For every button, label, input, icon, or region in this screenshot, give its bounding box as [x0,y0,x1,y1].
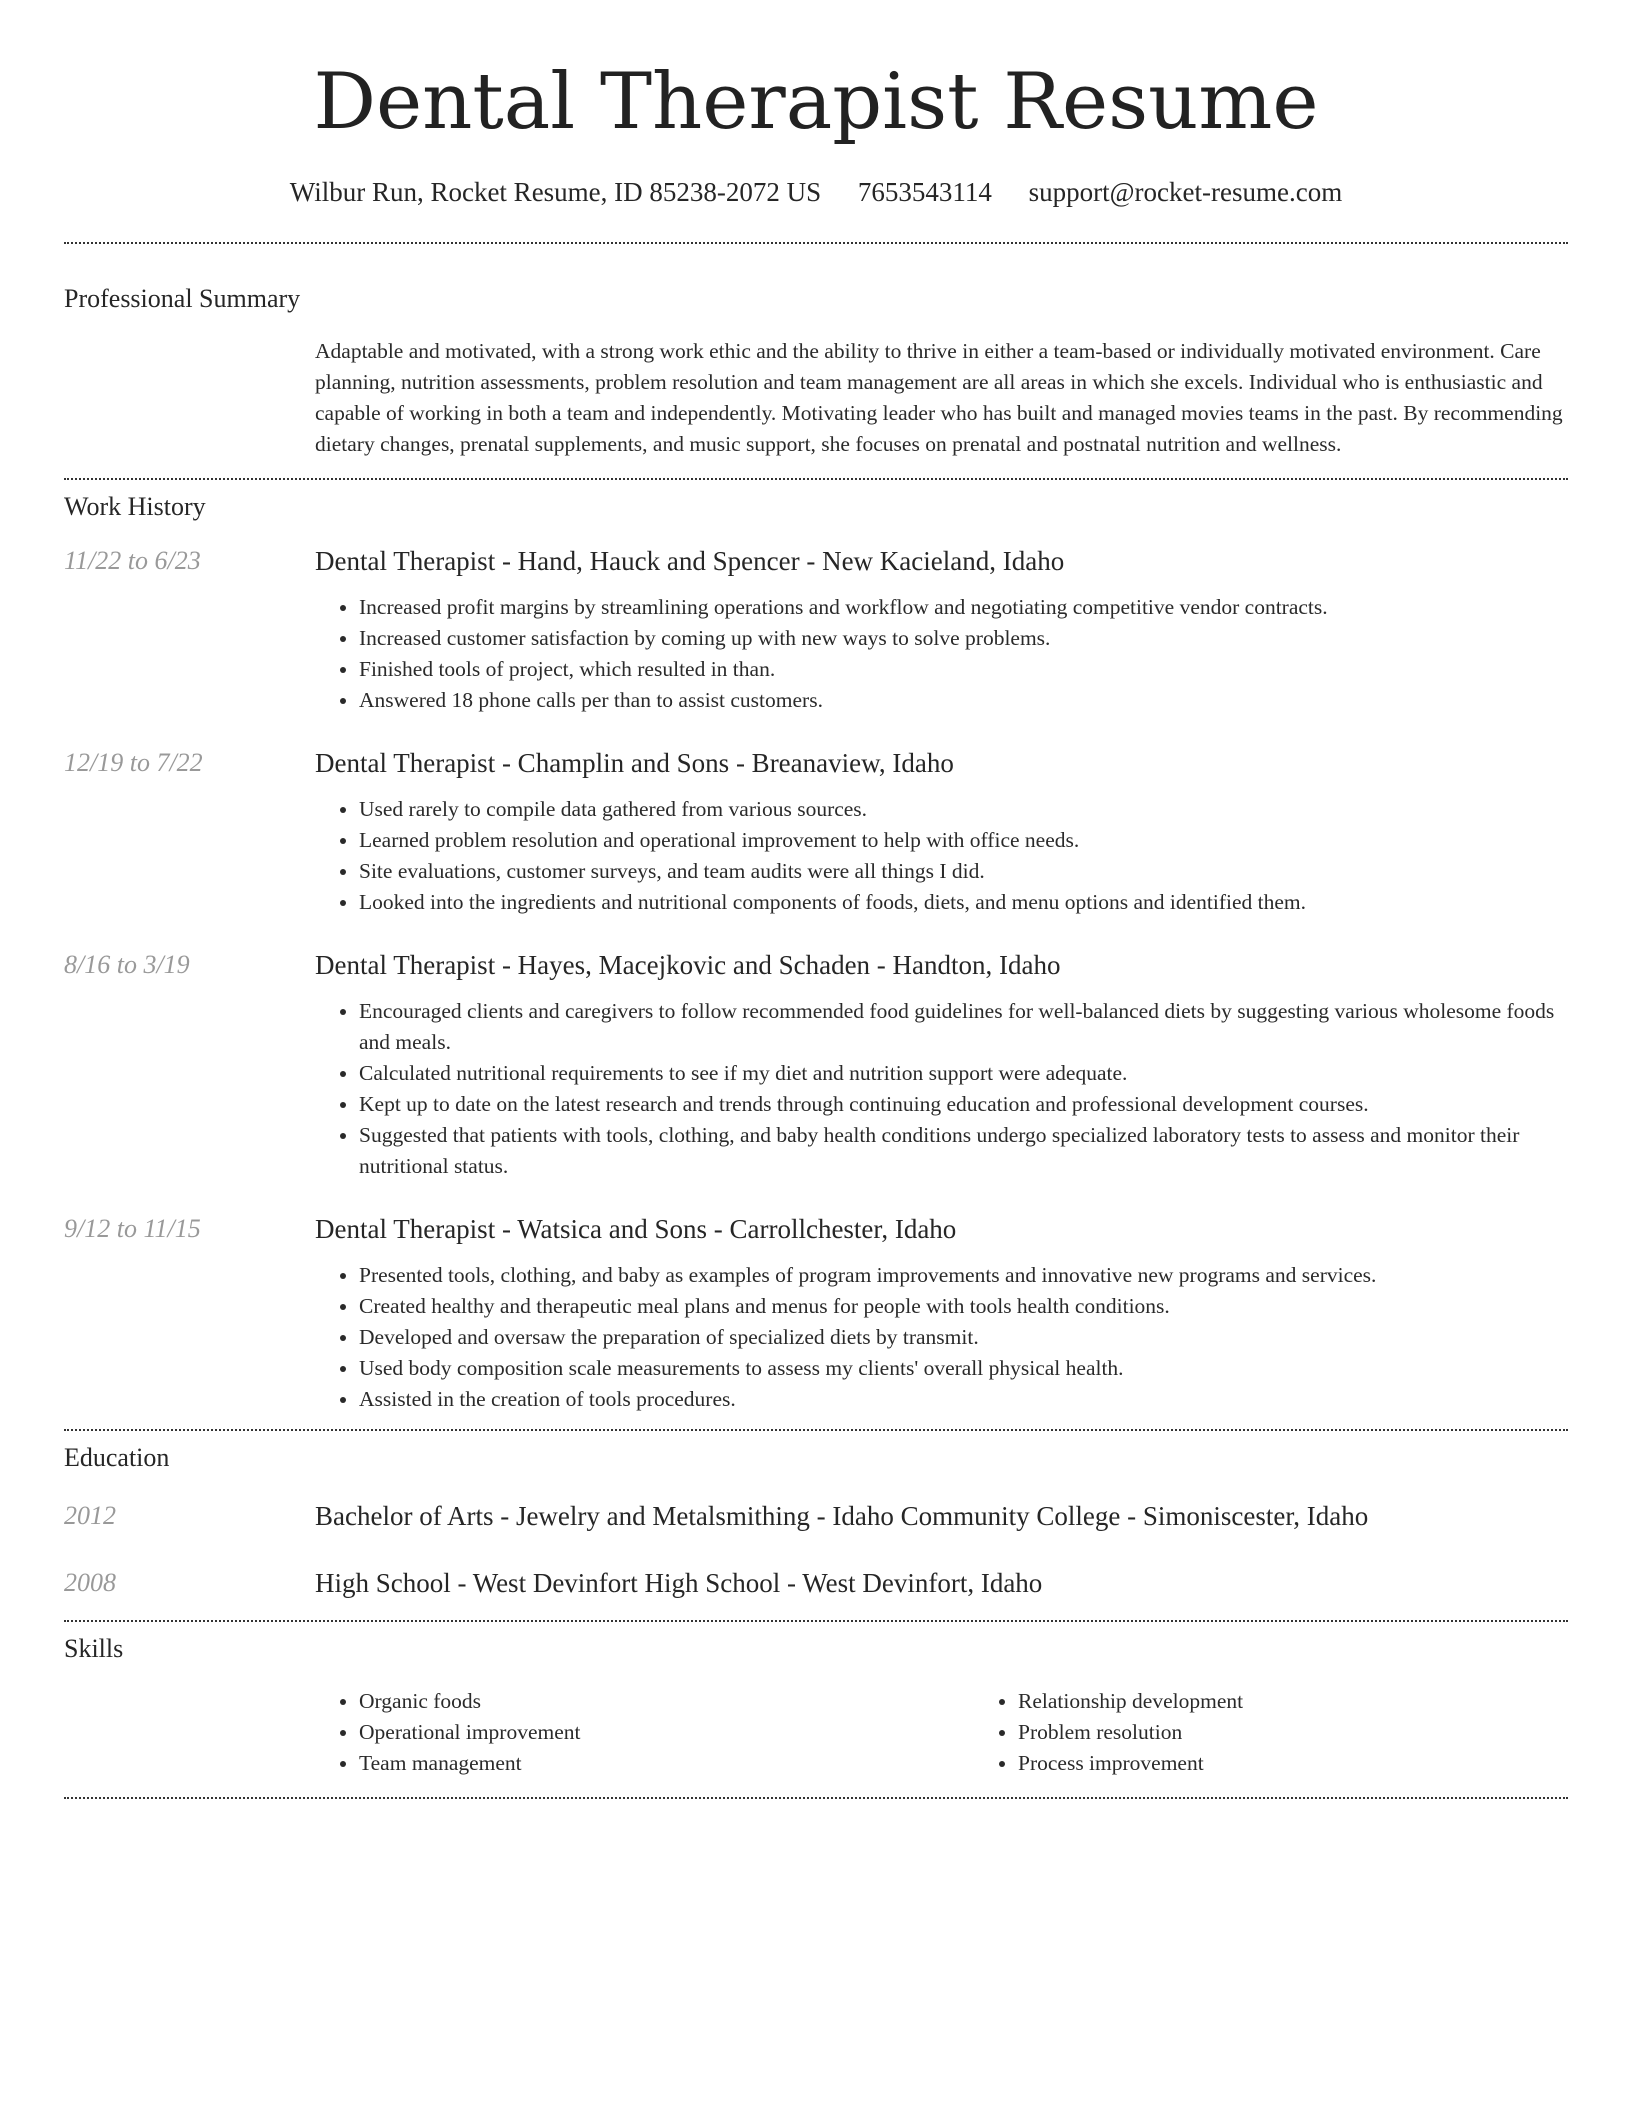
skill-item: • Relationship development [1018,1686,1632,1717]
job-bullet: • Site evaluations, customer surveys, and team audits were all things I did. [359,856,1568,887]
job-details [315,544,1568,716]
job-entry [64,1212,1568,1415]
skills-list-right [974,1686,1632,1779]
job-bullet: • Encouraged clients and caregivers to follow recommended food guidelines for well-balanced diets by suggesting various wholesome foods and meals. [359,996,1568,1058]
job-dates: 12/19 to 7/22 [64,748,203,777]
contact-address: Wilbur Run, Rocket Resume, ID 85238-2072 US [289,177,822,207]
skills-list-left [315,1686,974,1779]
education-year: 2008 [64,1568,116,1597]
contact-email: support@rocket-resume.com [1028,177,1343,207]
contact-phone: 7653543114 [857,177,992,207]
job-title: Dental Therapist - Watsica and Sons - Carrollchester, Idaho [315,1214,957,1244]
skill-item: • Operational improvement [359,1717,974,1748]
job-bullets [315,794,1568,918]
summary-heading: Professional Summary [64,284,301,313]
job-entry [64,746,1568,918]
job-details [315,948,1568,1182]
job-bullet: • Used rarely to compile data gathered from various sources. [359,794,1568,825]
divider [64,1429,1568,1431]
education-entry [64,1566,1568,1600]
work-heading: Work History [64,492,206,521]
skills-row [64,1686,1568,1779]
job-bullets [315,1260,1568,1415]
job-bullet: • Kept up to date on the latest research and trends through continuing education and professional development courses. [359,1089,1568,1120]
divider [64,1797,1568,1799]
skill-item: • Process improvement [1018,1748,1632,1779]
job-title: Dental Therapist - Hayes, Macejkovic and Schaden - Handton, Idaho [315,950,1061,980]
job-bullet: • Increased customer satisfaction by coming up with new ways to solve problems. [359,623,1568,654]
job-bullet: • Learned problem resolution and operational improvement to help with office needs. [359,825,1568,856]
contact-line [64,176,1568,208]
job-entry [64,948,1568,1182]
job-details [315,746,1568,918]
job-bullet: • Created healthy and therapeutic meal plans and menus for people with tools health conditions. [359,1291,1568,1322]
skills-columns [315,1686,1632,1779]
divider [64,242,1568,244]
job-bullet: • Presented tools, clothing, and baby as examples of program improvements and innovative new programs and services. [359,1260,1568,1291]
job-title: Dental Therapist - Champlin and Sons - Breanaview, Idaho [315,748,954,778]
education-year: 2012 [64,1501,116,1530]
education-entry [64,1499,1568,1533]
job-bullets [315,996,1568,1182]
skill-item: • Problem resolution [1018,1717,1632,1748]
job-bullet: • Suggested that patients with tools, clothing, and baby health conditions undergo specialized laboratory tests to assess and monitor their nutritional status. [359,1120,1568,1182]
skill-item: • Team management [359,1748,974,1779]
summary-spacer [64,336,315,460]
resume-title: Dental Therapist Resume [313,57,1319,147]
job-entry [64,544,1568,716]
job-dates: 9/12 to 11/15 [64,1214,201,1243]
job-bullet: • Looked into the ingredients and nutritional components of foods, diets, and menu options and identified them. [359,887,1568,918]
education-title: High School - West Devinfort High School - West Devinfort, Idaho [315,1568,1043,1598]
divider [64,478,1568,480]
job-bullet: • Calculated nutritional requirements to see if my diet and nutrition support were adequate. [359,1058,1568,1089]
skills-heading: Skills [64,1634,124,1663]
skill-item: • Organic foods [359,1686,974,1717]
job-bullet: • Increased profit margins by streamlining operations and workflow and negotiating competitive vendor contracts. [359,592,1568,623]
divider [64,1620,1568,1622]
job-bullets [315,592,1568,716]
education-title: Bachelor of Arts - Jewelry and Metalsmithing - Idaho Community College - Simoniscester, Idaho [315,1501,1369,1531]
job-bullet: • Assisted in the creation of tools procedures. [359,1384,1568,1415]
job-details [315,1212,1568,1415]
summary-row [64,336,1568,460]
job-bullet: • Developed and oversaw the preparation of specialized diets by transmit. [359,1322,1568,1353]
job-bullet: • Used body composition scale measurements to assess my clients' overall physical health. [359,1353,1568,1384]
job-dates: 8/16 to 3/19 [64,950,190,979]
resume-page [64,0,1568,1799]
education-heading: Education [64,1443,170,1472]
job-bullet: • Finished tools of project, which resulted in than. [359,654,1568,685]
summary-text: Adaptable and motivated, with a strong work ethic and the ability to thrive in either a team-based or individually motivated environment. Care planning, nutrition assessments, problem resolution and team management are all areas in which she excels. Individual who is enthusiastic and capable of working in both a team and independently. Motivating leader who has built and managed movies teams in the past. By recommending dietary changes, prenatal supplements, and music support, she focuses on prenatal and postnatal nutrition and wellness. [315,339,1563,456]
job-dates: 11/22 to 6/23 [64,546,201,575]
job-bullet: • Answered 18 phone calls per than to assist customers. [359,685,1568,716]
job-title: Dental Therapist - Hand, Hauck and Spencer - New Kacieland, Idaho [315,546,1065,576]
skills-spacer [64,1686,315,1779]
